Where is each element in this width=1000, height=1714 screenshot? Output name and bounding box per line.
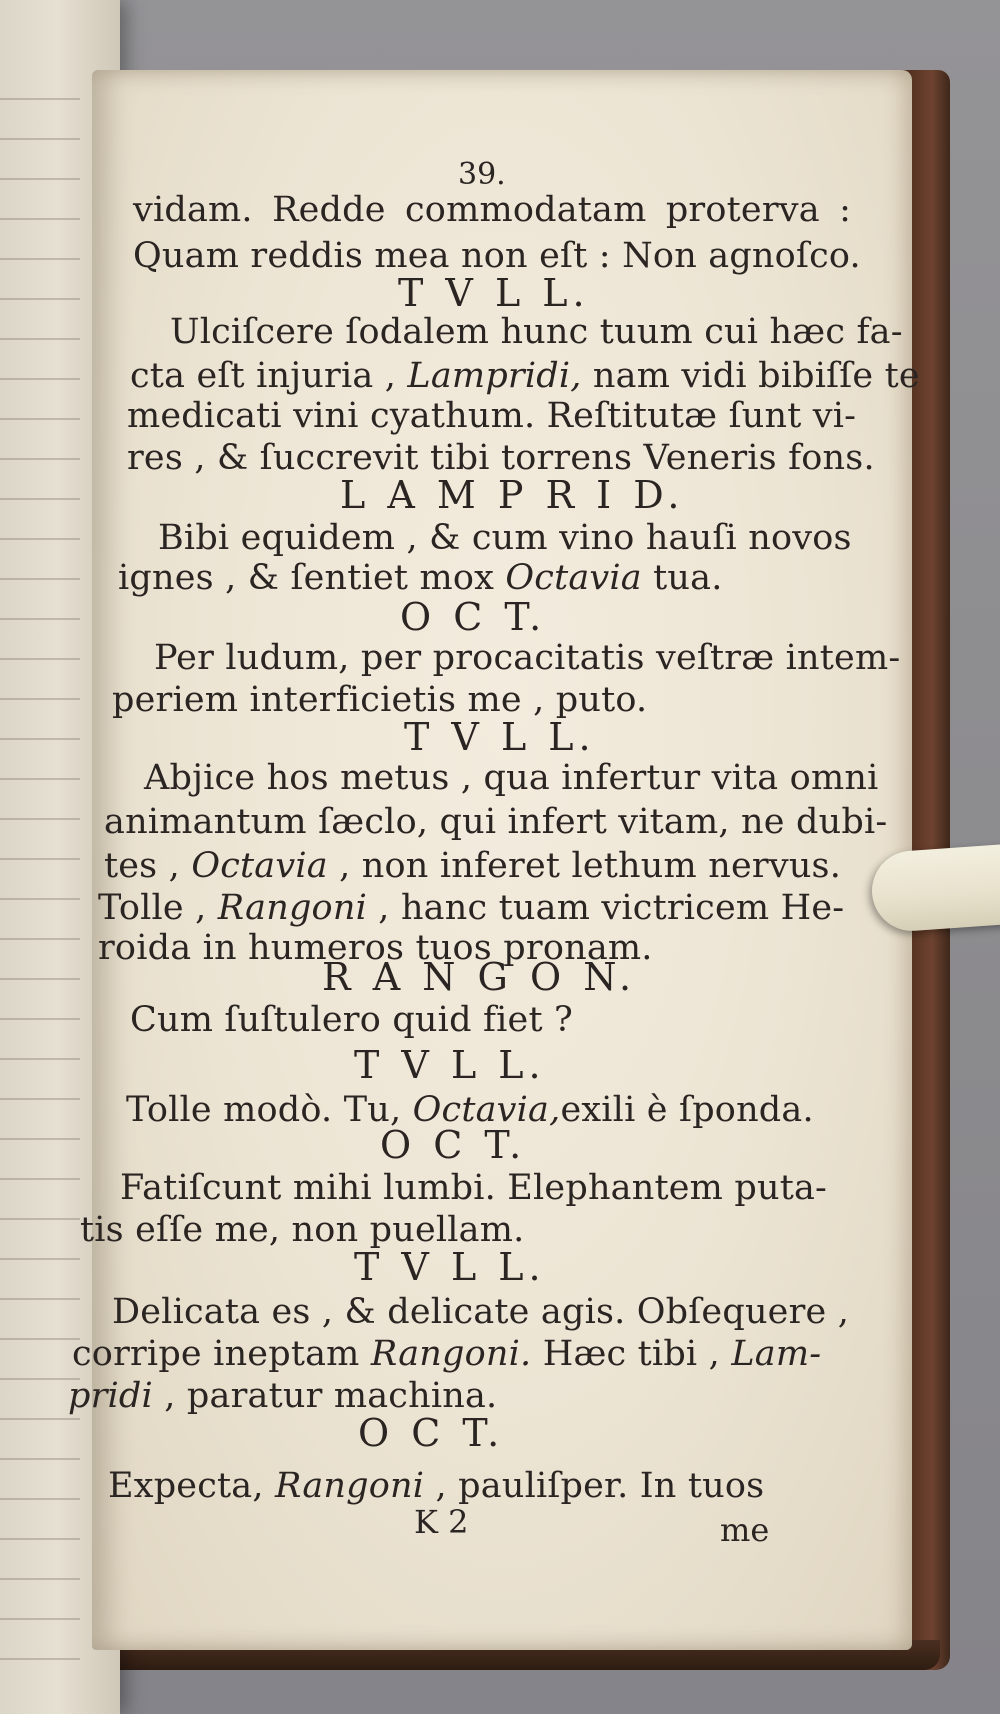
text-line: tis eſſe me, non puellam.: [80, 1210, 525, 1250]
text-line: animantum ſæclo, qui infert vitam, ne dubi-: [104, 802, 888, 842]
text-line: roida in humeros tuos pronam.: [98, 928, 653, 968]
speaker-name: Octavia: [505, 558, 642, 598]
speaker-heading: R A N G O N.: [322, 955, 637, 999]
text-line: Cum ſuſtulero quid fiet ?: [130, 1000, 574, 1040]
text-span: cta eſt injuria ,: [130, 356, 408, 396]
text-span: , hanc tuam victricem He-: [366, 888, 845, 928]
speaker-heading: T V L L.: [354, 1043, 546, 1087]
text-line: Per ludum, per procacitatis veſtræ intem-: [154, 638, 901, 678]
speaker-heading: T V L L.: [404, 715, 596, 759]
speaker-name: pridi: [68, 1376, 153, 1416]
speaker-name: Rangoni.: [370, 1334, 532, 1374]
speaker-heading: O C T.: [400, 595, 547, 639]
speaker-heading: T V L L.: [398, 271, 590, 315]
text-line: [118, 558, 723, 598]
signature-mark: K 2: [414, 1503, 469, 1541]
text-span: nam vidi bibiſſe te: [581, 356, 920, 396]
speaker-name: Lam-: [731, 1334, 822, 1374]
text-span: Expecta,: [108, 1466, 275, 1506]
text-line: [98, 888, 844, 928]
text-line: Bibi equidem , & cum vino hauſi novos: [158, 518, 852, 558]
speaker-heading: O C T.: [380, 1123, 527, 1167]
speaker-name: Octavia: [191, 846, 328, 886]
text-span: tua.: [641, 558, 723, 598]
text-span: Tolle modò. Tu,: [126, 1090, 413, 1130]
text-line: [130, 356, 920, 396]
text-span: , pauliſper. In tuos: [424, 1466, 765, 1506]
speaker-heading: T V L L.: [354, 1245, 546, 1289]
speaker-name: Rangoni: [275, 1466, 425, 1506]
text-span: Hæc tibi ,: [531, 1334, 732, 1374]
text-line: Fatiſcunt mihi lumbi. Elephantem puta-: [120, 1168, 828, 1208]
text-line: [104, 846, 841, 886]
text-line: res , & ſuccrevit tibi torrens Veneris fons.: [127, 438, 875, 478]
text-span: ignes , & ſentiet mox: [118, 558, 506, 598]
text-span: corripe ineptam: [72, 1334, 371, 1374]
text-line: Quam reddis mea non eſt : Non agnoſco.: [133, 236, 861, 276]
speaker-name: Rangoni: [217, 888, 367, 928]
speaker-name: Lampridi,: [407, 356, 582, 396]
text-span: , paratur machina.: [152, 1376, 498, 1416]
text-line: vidam. Redde commodatam proterva :: [133, 190, 852, 230]
text-span: Tolle ,: [98, 888, 218, 928]
text-span: , non inferet lethum nervus.: [327, 846, 842, 886]
text-line: periem interficietis me , puto.: [112, 680, 648, 720]
text-line: Ulciſcere ſodalem hunc tuum cui hæc fa-: [170, 312, 903, 352]
text-line: [108, 1466, 764, 1506]
speaker-heading: L A M P R I D.: [340, 473, 685, 517]
text-line: [68, 1376, 497, 1416]
catchword: me: [720, 1511, 770, 1549]
text-line: medicati vini cyathum. Reſtitutæ ſunt vi-: [127, 396, 857, 436]
text-span: exili è ſponda.: [560, 1090, 814, 1130]
text-line: Delicata es , & delicate agis. Obſequere ,: [112, 1292, 850, 1332]
text-span: tes ,: [104, 846, 192, 886]
speaker-name: Octavia,: [412, 1090, 561, 1130]
text-line: [72, 1334, 821, 1374]
page-number: 39.: [458, 157, 506, 192]
text-line: Abjice hos metus , qua infertur vita omni: [144, 758, 879, 798]
speaker-heading: O C T.: [358, 1411, 505, 1455]
